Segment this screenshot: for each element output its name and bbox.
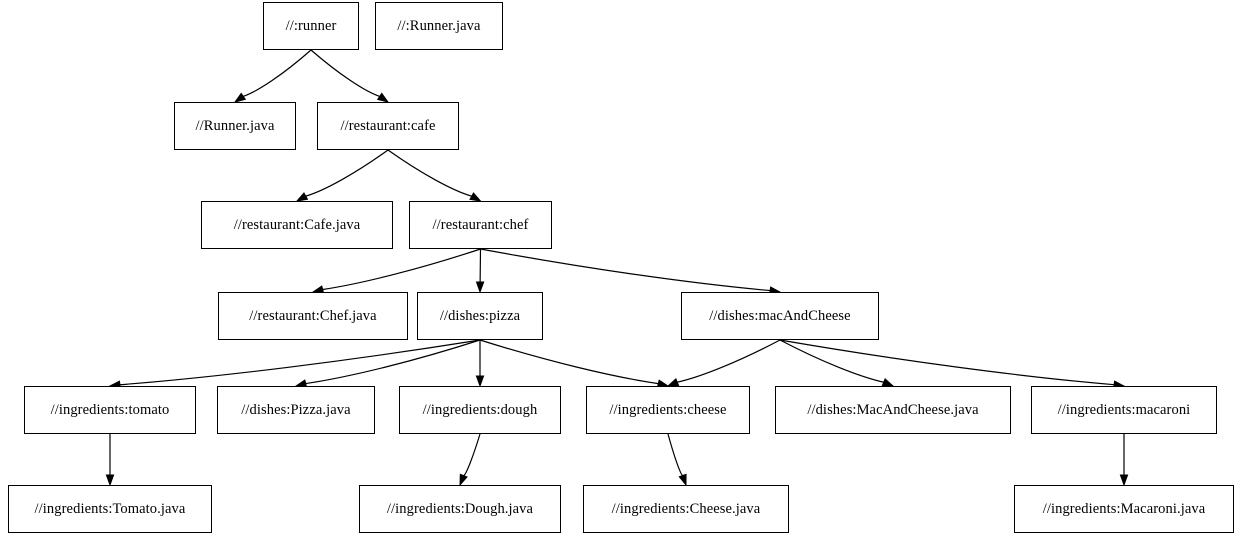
graph-node-label: //:Runner.java (397, 17, 481, 34)
graph-node-label: //ingredients:macaroni (1057, 401, 1191, 418)
graph-node-restaurant_chef[interactable] (409, 201, 552, 249)
graph-edge-restaurant_chef-to-restaurant_chef_java (323, 249, 481, 290)
graph-edge-runner-to-restaurant_cafe (311, 50, 380, 96)
graph-node-dishes_macandcheese_java[interactable] (775, 386, 1011, 434)
graph-edge-arrowhead (477, 282, 484, 292)
graph-node-dishes_pizza[interactable] (417, 292, 543, 340)
graph-edge-arrowhead (235, 93, 245, 102)
graph-node-label: //ingredients:dough (422, 401, 538, 418)
graph-edge-dishes_pizza-to-ingredients_cheese (480, 340, 658, 384)
graph-node-label: //ingredients:tomato (50, 401, 170, 418)
graph-node-label: //dishes:MacAndCheese.java (807, 401, 979, 418)
graph-edge-arrowhead (106, 475, 113, 485)
graph-node-dishes_pizza_java[interactable] (217, 386, 375, 434)
graph-node-ingredients_cheese_java[interactable] (583, 485, 789, 533)
graph-node-runner_java[interactable] (174, 102, 296, 150)
graph-edge-ingredients_cheese-to-ingredients_cheese_java (668, 434, 683, 476)
graph-node-label: //restaurant:cafe (340, 117, 436, 134)
graph-node-ingredients_cheese[interactable] (586, 386, 750, 434)
graph-node-label: //Runner.java (195, 117, 275, 134)
graph-node-label: //ingredients:Dough.java (386, 500, 534, 517)
graph-node-label: //dishes:macAndCheese (709, 307, 851, 324)
graph-node-restaurant_cafe[interactable] (317, 102, 459, 150)
graph-node-ingredients_macaroni_java[interactable] (1014, 485, 1234, 533)
graph-edge-ingredients_dough-to-ingredients_dough_java (464, 434, 480, 476)
graph-node-label: //dishes:Pizza.java (241, 401, 351, 418)
graph-edge-runner-to-runner_java (243, 50, 311, 96)
graph-node-ingredients_tomato[interactable] (24, 386, 196, 434)
graph-node-label: //ingredients:cheese (609, 401, 727, 418)
graph-node-dishes_macandcheese[interactable] (681, 292, 879, 340)
graph-node-label: //restaurant:Chef.java (249, 307, 377, 324)
graph-node-restaurant_chef_java[interactable] (218, 292, 408, 340)
graph-edge-arrowhead (460, 474, 467, 485)
graph-edge-restaurant_cafe-to-restaurant_cafe_java (306, 150, 388, 196)
graph-edge-arrowhead (378, 93, 388, 102)
graph-node-label: //restaurant:Cafe.java (233, 216, 361, 233)
graph-node-ingredients_dough[interactable] (399, 386, 561, 434)
graph-edge-dishes_macandcheese-to-ingredients_cheese (677, 340, 780, 382)
graph-edge-restaurant_cafe-to-restaurant_chef (388, 150, 472, 196)
graph-edge-arrowhead (470, 193, 480, 201)
graph-node-label: //ingredients:Macaroni.java (1042, 500, 1206, 517)
graph-edge-arrowhead (679, 474, 686, 485)
graph-node-ingredients_macaroni[interactable] (1031, 386, 1217, 434)
graph-node-label: //ingredients:Tomato.java (34, 500, 186, 517)
graph-edge-arrowhead (668, 379, 679, 386)
graph-node-label: //dishes:pizza (439, 307, 521, 324)
graph-edge-arrowhead (297, 193, 307, 201)
graph-edge-dishes_macandcheese-to-dishes_macandcheese_java (780, 340, 884, 382)
graph-node-label: //restaurant:chef (432, 216, 529, 233)
graph-edge-dishes_macandcheese-to-ingredients_macaroni (780, 340, 1114, 385)
graph-edge-dishes_pizza-to-ingredients_tomato (120, 340, 480, 385)
graph-node-restaurant_cafe_java[interactable] (201, 201, 393, 249)
graph-node-label: //ingredients:Cheese.java (611, 500, 761, 517)
graph-node-ingredients_tomato_java[interactable] (8, 485, 212, 533)
graph-edge-arrowhead (476, 376, 483, 386)
graph-node-runner[interactable] (263, 2, 359, 50)
graph-node-ingredients_dough_java[interactable] (359, 485, 561, 533)
graph-edge-arrowhead (882, 379, 893, 386)
graph-edge-restaurant_chef-to-dishes_macandcheese (481, 249, 771, 291)
graph-node-label: //:runner (285, 17, 337, 34)
graph-edge-arrowhead (1120, 475, 1127, 485)
graph-node-runner_java_root[interactable] (375, 2, 503, 50)
